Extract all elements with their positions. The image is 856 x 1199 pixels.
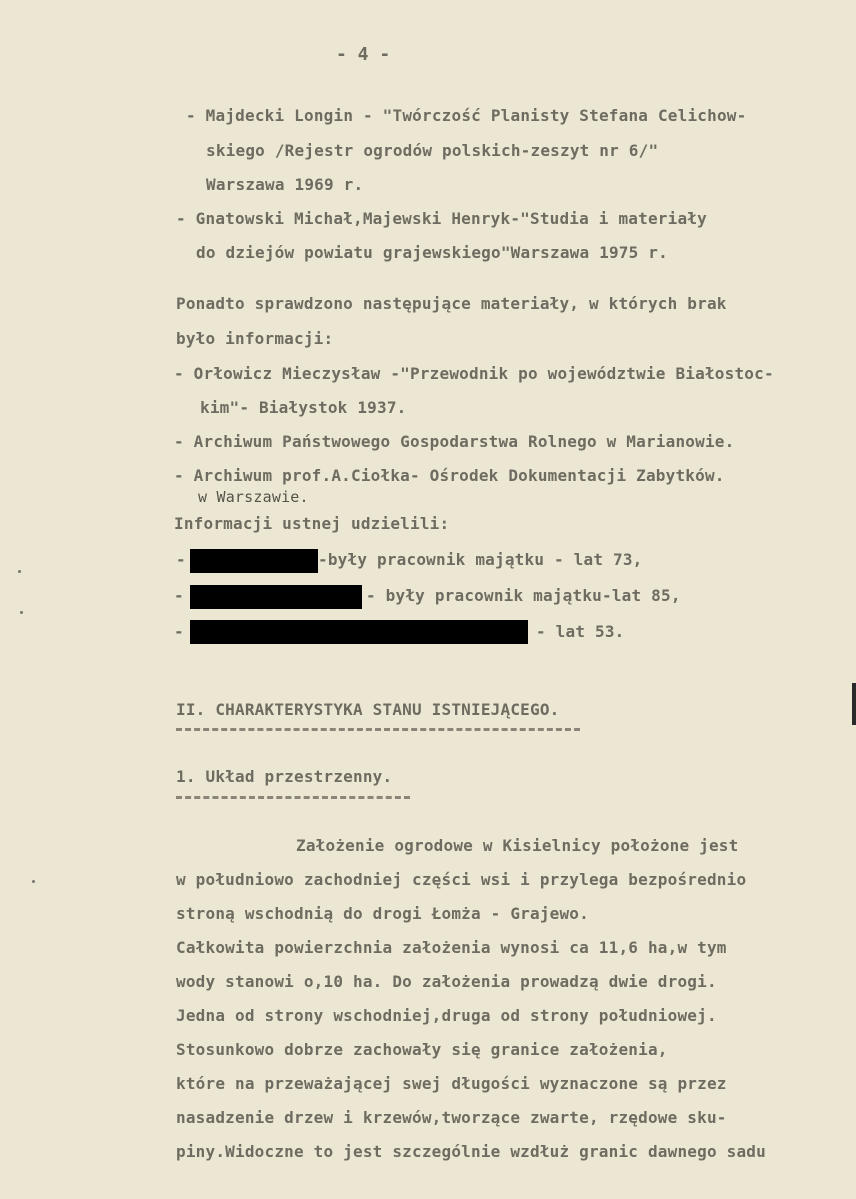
subsection-heading-underline <box>176 796 410 799</box>
informant-text: - lat 53. <box>536 622 625 641</box>
informant-dash: - <box>174 586 184 605</box>
bibliography-line: skiego /Rejestr ogrodów polskich-zeszyt nr 6/" <box>206 141 659 160</box>
body-line: Całkowita powierzchnia założenia wynosi ca 11,6 ha,w tym <box>176 938 727 957</box>
materials-note: w Warszawie. <box>198 488 309 506</box>
informants-heading: Informacji ustnej udzielili: <box>174 514 450 533</box>
bibliography-line: Warszawa 1969 r. <box>206 175 364 194</box>
body-line: które na przeważającej swej długości wyznaczone są przez <box>176 1074 727 1093</box>
materials-line: - Archiwum prof.A.Ciołka- Ośrodek Dokumentacji Zabytków. <box>174 466 725 485</box>
bibliography-line: - Majdecki Longin - "Twórczość Planisty Stefana Celichow- <box>186 106 747 125</box>
informant-text: -były pracownik majątku - lat 73, <box>318 550 643 569</box>
body-line: stroną wschodnią do drogi Łomża - Grajewo. <box>176 904 589 923</box>
informant-dash: - <box>176 550 186 569</box>
subsection-heading: 1. Układ przestrzenny. <box>176 767 393 786</box>
materials-line: kim"- Białystok 1937. <box>200 398 407 417</box>
body-line: wody stanowi o,10 ha. Do założenia prowadzą dwie drogi. <box>176 972 717 991</box>
body-line: Stosunkowo dobrze zachowały się granice założenia, <box>176 1040 668 1059</box>
body-line: Jedna od strony wschodniej,druga od strony południowej. <box>176 1006 717 1025</box>
body-line: nasadzenie drzew i krzewów,tworzące zwarte, rzędowe sku- <box>176 1108 727 1127</box>
materials-intro-line: było informacji: <box>176 329 334 348</box>
page-number: - 4 - <box>336 44 391 65</box>
bibliography-line: - Gnatowski Michał,Majewski Henryk-"Studia i materiały <box>176 209 707 228</box>
body-line: w południowo zachodniej części wsi i przylega bezpośrednio <box>176 870 747 889</box>
materials-line: - Orłowicz Mieczysław -"Przewodnik po województwie Białostoc- <box>174 364 774 383</box>
margin-mark <box>20 611 23 614</box>
materials-intro-line: Ponadto sprawdzono następujące materiały, w których brak <box>176 294 727 313</box>
body-line: piny.Widoczne to jest szczególnie wzdłuż granic dawnego sadu <box>176 1142 766 1161</box>
margin-mark <box>18 570 21 573</box>
margin-mark <box>32 880 35 883</box>
section-heading: II. CHARAKTERYSTYKA STANU ISTNIEJĄCEGO. <box>176 700 560 719</box>
scan-edge-mark <box>852 683 856 725</box>
informant-text: - były pracownik majątku-lat 85, <box>366 586 681 605</box>
body-line: Założenie ogrodowe w Kisielnicy położone jest <box>296 836 739 855</box>
redaction-bar <box>190 585 362 609</box>
materials-line: - Archiwum Państwowego Gospodarstwa Rolnego w Marianowie. <box>174 432 735 451</box>
section-heading-underline <box>176 728 580 731</box>
redaction-bar <box>190 620 528 644</box>
informant-dash: - <box>174 622 184 641</box>
bibliography-line: do dziejów powiatu grajewskiego"Warszawa 1975 r. <box>196 243 668 262</box>
redaction-bar <box>190 549 318 573</box>
